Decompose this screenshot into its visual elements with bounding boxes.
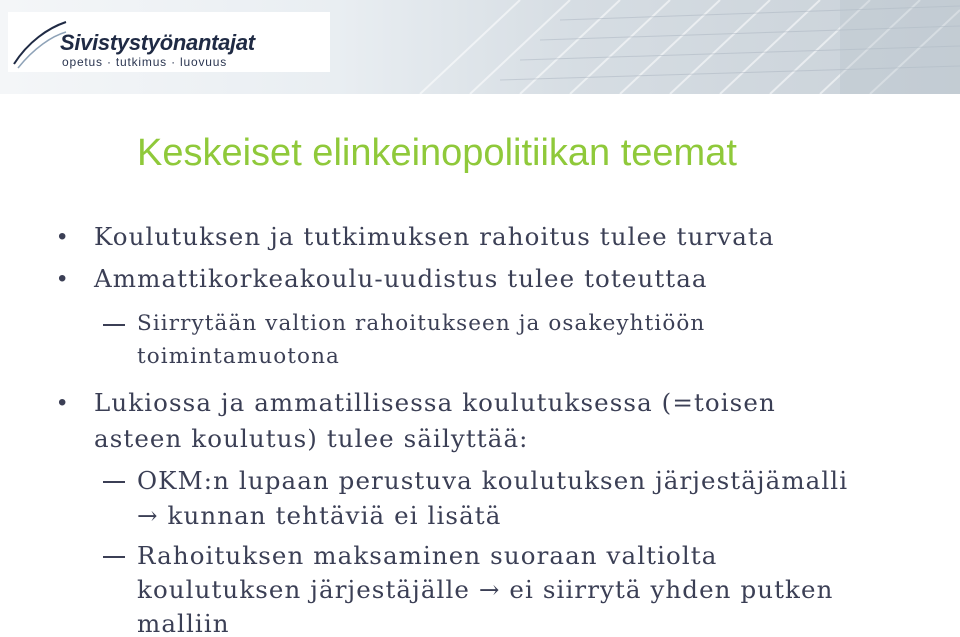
bullet-text: Lukiossa ja ammatillisessa koulutuksessa (=toisen bbox=[94, 388, 776, 417]
header-band bbox=[0, 0, 960, 94]
logo-swoosh-icon bbox=[8, 12, 68, 72]
sub-bullet-text: malliin bbox=[137, 609, 230, 637]
bullet-text: Ammattikorkeakoulu-uudistus tulee toteuttaa bbox=[94, 264, 708, 293]
sub-bullet-text: Rahoituksen maksaminen suoraan valtiolta bbox=[137, 541, 718, 570]
bullet-dot-icon: • bbox=[58, 223, 67, 250]
sub-bullet-dash-icon bbox=[103, 481, 125, 483]
sub-bullet-dash-icon bbox=[103, 324, 125, 326]
sub-bullet-text: → kunnan tehtäviä ei lisätä bbox=[137, 501, 502, 530]
bullet-text: Koulutuksen ja tutkimuksen rahoitus tulee turvata bbox=[94, 222, 775, 251]
logo-tagline: opetus · tutkimus · luovuus bbox=[62, 55, 227, 69]
sub-bullet-text: Siirrytään valtion rahoitukseen ja osakeyhtiöön bbox=[137, 311, 706, 336]
logo-name: Sivistystyönantajat bbox=[60, 30, 255, 55]
sub-bullet-dash-icon bbox=[103, 556, 125, 558]
bullet-dot-icon: • bbox=[58, 389, 67, 416]
slide-title: Keskeiset elinkeinopolitiikan teemat bbox=[137, 132, 737, 174]
sub-bullet-text: OKM:n lupaan perustuva koulutuksen järjestäjämalli bbox=[137, 466, 849, 495]
sub-bullet-text: koulutuksen järjestäjälle → ei siirrytä yhden putken bbox=[137, 575, 834, 604]
sub-bullet-text: toimintamuotona bbox=[137, 344, 340, 369]
bullet-text: asteen koulutus) tulee säilyttää: bbox=[94, 424, 529, 453]
bullet-dot-icon: • bbox=[58, 265, 67, 292]
